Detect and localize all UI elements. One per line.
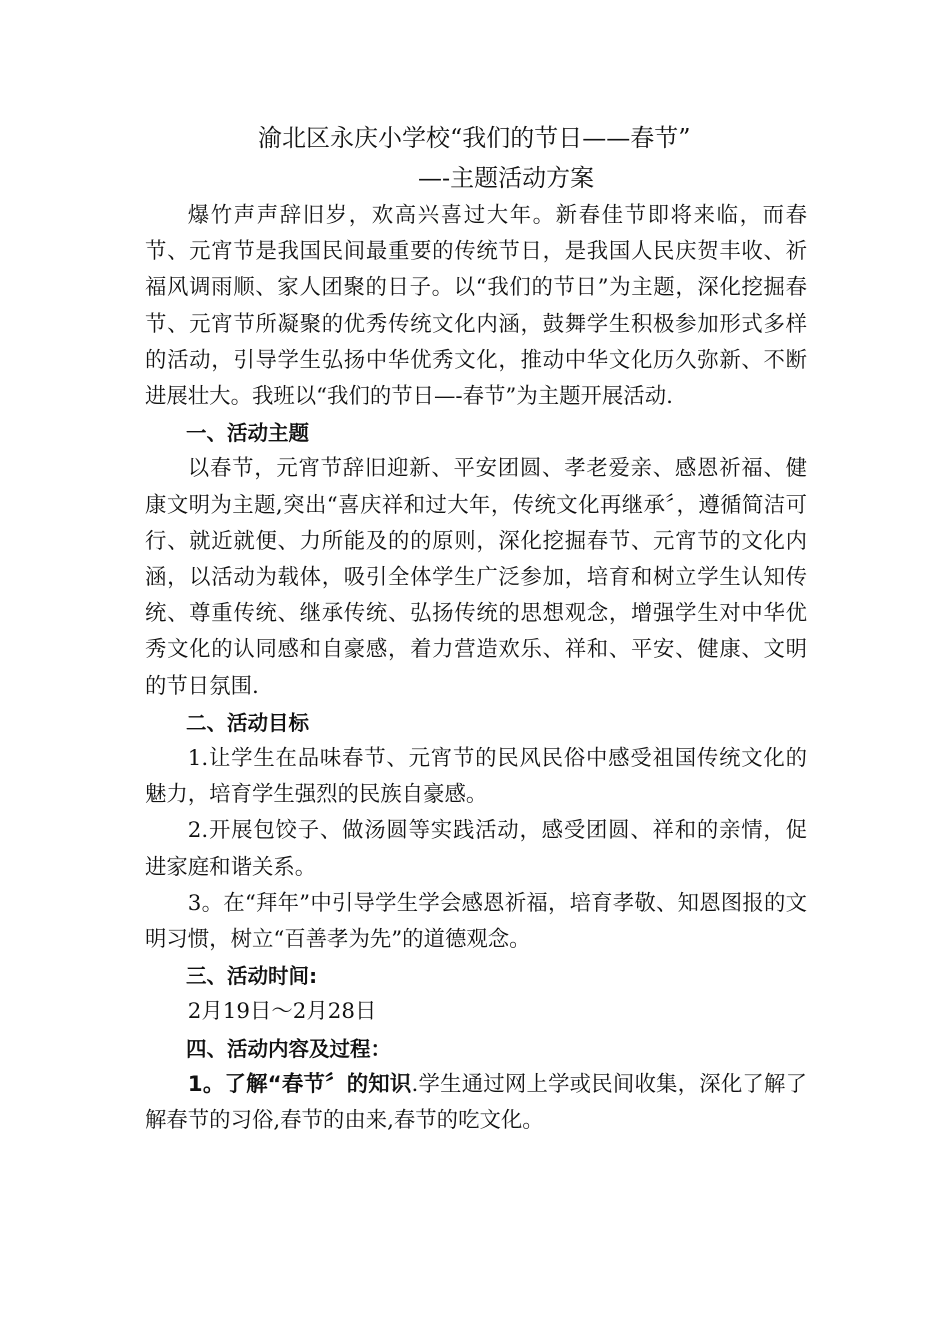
document-body [145, 198, 807, 1139]
title-line-2: —-主题活动方案 [418, 164, 595, 192]
intro-paragraph: 爆竹声声辞旧岁，欢高兴喜过大年。新春佳节即将来临，而春节、元宵节是我国民间最重要的传统节日，是我国人民庆贺丰收、祈福风调雨顺、家人团聚的日子。以“我们的节日”为主题，深化挖掘春节、元宵节所凝聚的优秀传统文化内涵，鼓舞学生积极参加形式多样的活动，引导学生弘扬中华优秀文化，推动中华文化历久弥新、不断进展壮大。我班以“我们的节日—-春节”为主题开展活动. [145, 203, 807, 410]
goal-item-2: 2.开展包饺子、做汤圆等实践活动，感受团圆、祥和的亲情，促进家庭和谐关系。 [145, 818, 807, 880]
section-heading-time: 三、活动时间: [186, 964, 318, 989]
section-heading-content: 四、活动内容及过程： [186, 1036, 391, 1061]
document-title [0, 118, 950, 198]
time-paragraph: 2月19日～2月28日 [187, 999, 377, 1025]
goal-item-3: 3。在“拜年”中引导学生学会感恩祈福，培育孝敬、知恩图报的文明习惯，树立“百善孝为先”的道德观念。 [145, 890, 807, 953]
section-heading-theme: 一、活动主题 [186, 421, 309, 446]
content-item-1 [145, 1067, 807, 1139]
content-item-1-label: 1。了解“春节〞的知识 [187, 1071, 412, 1097]
theme-paragraph: 以春节，元宵节辞旧迎新、平安团圆、孝老爱亲、感恩祈福、健康文明为主题,突出“喜庆祥和过大年，传统文化再继承〞，遵循简洁可行、就近就便、力所能及的的原则，深化挖掘春节、元宵节的文化内涵，以活动为载体，吸引全体学生广泛参加，培育和树立学生认知传统、尊重传统、继承传统、弘扬传统的思想观念，增强学生对中华优秀文化的认同感和自豪感，着力营造欢乐、祥和、平安、健康、文明的节日氛围. [145, 456, 807, 699]
section-heading-goals: 二、活动目标 [186, 710, 309, 735]
title-line-1: 渝北区永庆小学校“我们的节日——春节” [258, 124, 691, 152]
content-item-1-text: .学生通过网上学或民间收集，深化了解了解春节的习俗,春节的由来,春节的吃文化。 [145, 1071, 807, 1134]
goal-item-1: 1.让学生在品味春节、元宵节的民风民俗中感受祖国传统文化的魅力，培育学生强烈的民族自豪感。 [145, 746, 807, 808]
